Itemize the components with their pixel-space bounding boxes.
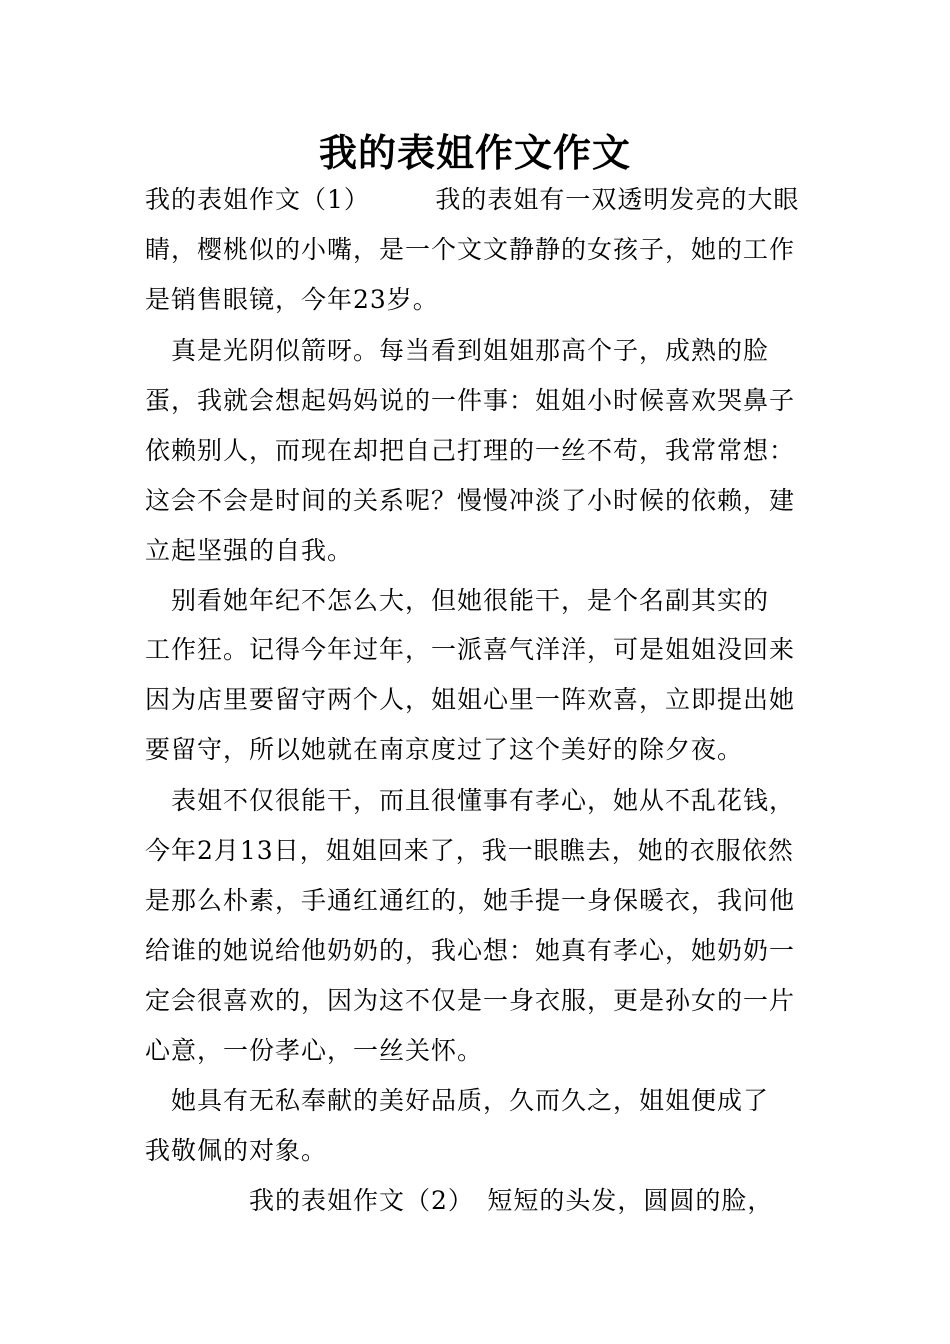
body-line: 这会不会是时间的关系呢？慢慢冲淡了小时候的依赖，建 (145, 486, 796, 515)
body-line: 真是光阴似箭呀。每当看到姐姐那高个子，成熟的脸 (145, 336, 770, 365)
body-line: 是那么朴素，手通红通红的，她手提一身保暖衣，我问他 (145, 886, 796, 915)
body-line: 我的表姐作文（2） 短短的头发，圆圆的脸， (145, 1186, 774, 1215)
body-line: 是销售眼镜，今年23岁。 (145, 285, 439, 314)
body-line: 立起坚强的自我。 (145, 536, 354, 565)
body-line: 给谁的她说给他奶奶的，我心想：她真有孝心，她奶奶一 (145, 936, 796, 965)
body-line: 睛，樱桃似的小嘴，是一个文文静静的女孩子，她的工作 (145, 235, 796, 264)
body-line: 表姐不仅很能干，而且很懂事有孝心，她从不乱花钱， (145, 786, 796, 815)
body-line: 要留守，所以她就在南京度过了这个美好的除夕夜。 (145, 735, 744, 764)
body-line: 她具有无私奉献的美好品质，久而久之，姐姐便成了 (145, 1086, 770, 1115)
body-line: 我的表姐作文（1） 我的表姐有一双透明发亮的大眼 (145, 185, 800, 214)
body-line: 我敬佩的对象。 (145, 1136, 328, 1165)
body-line: 工作狂。记得今年过年，一派喜气洋洋，可是姐姐没回来 (145, 635, 796, 664)
body-line: 定会很喜欢的，因为这不仅是一身衣服，更是孙女的一片 (145, 986, 796, 1015)
body-line: 心意，一份孝心，一丝关怀。 (145, 1036, 484, 1065)
body-line: 别看她年纪不怎么大，但她很能干，是个名副其实的 (145, 586, 770, 615)
body-line: 蛋，我就会想起妈妈说的一件事：姐姐小时候喜欢哭鼻子 (145, 386, 796, 415)
document-title: 我的表姐作文作文 (318, 130, 631, 175)
body-line: 今年2月13日，姐姐回来了，我一眼瞧去，她的衣服依然 (145, 836, 794, 865)
body-line: 因为店里要留守两个人，姐姐心里一阵欢喜，立即提出她 (145, 685, 796, 714)
body-line: 依赖别人，而现在却把自己打理的一丝不苟，我常常想： (145, 436, 796, 465)
